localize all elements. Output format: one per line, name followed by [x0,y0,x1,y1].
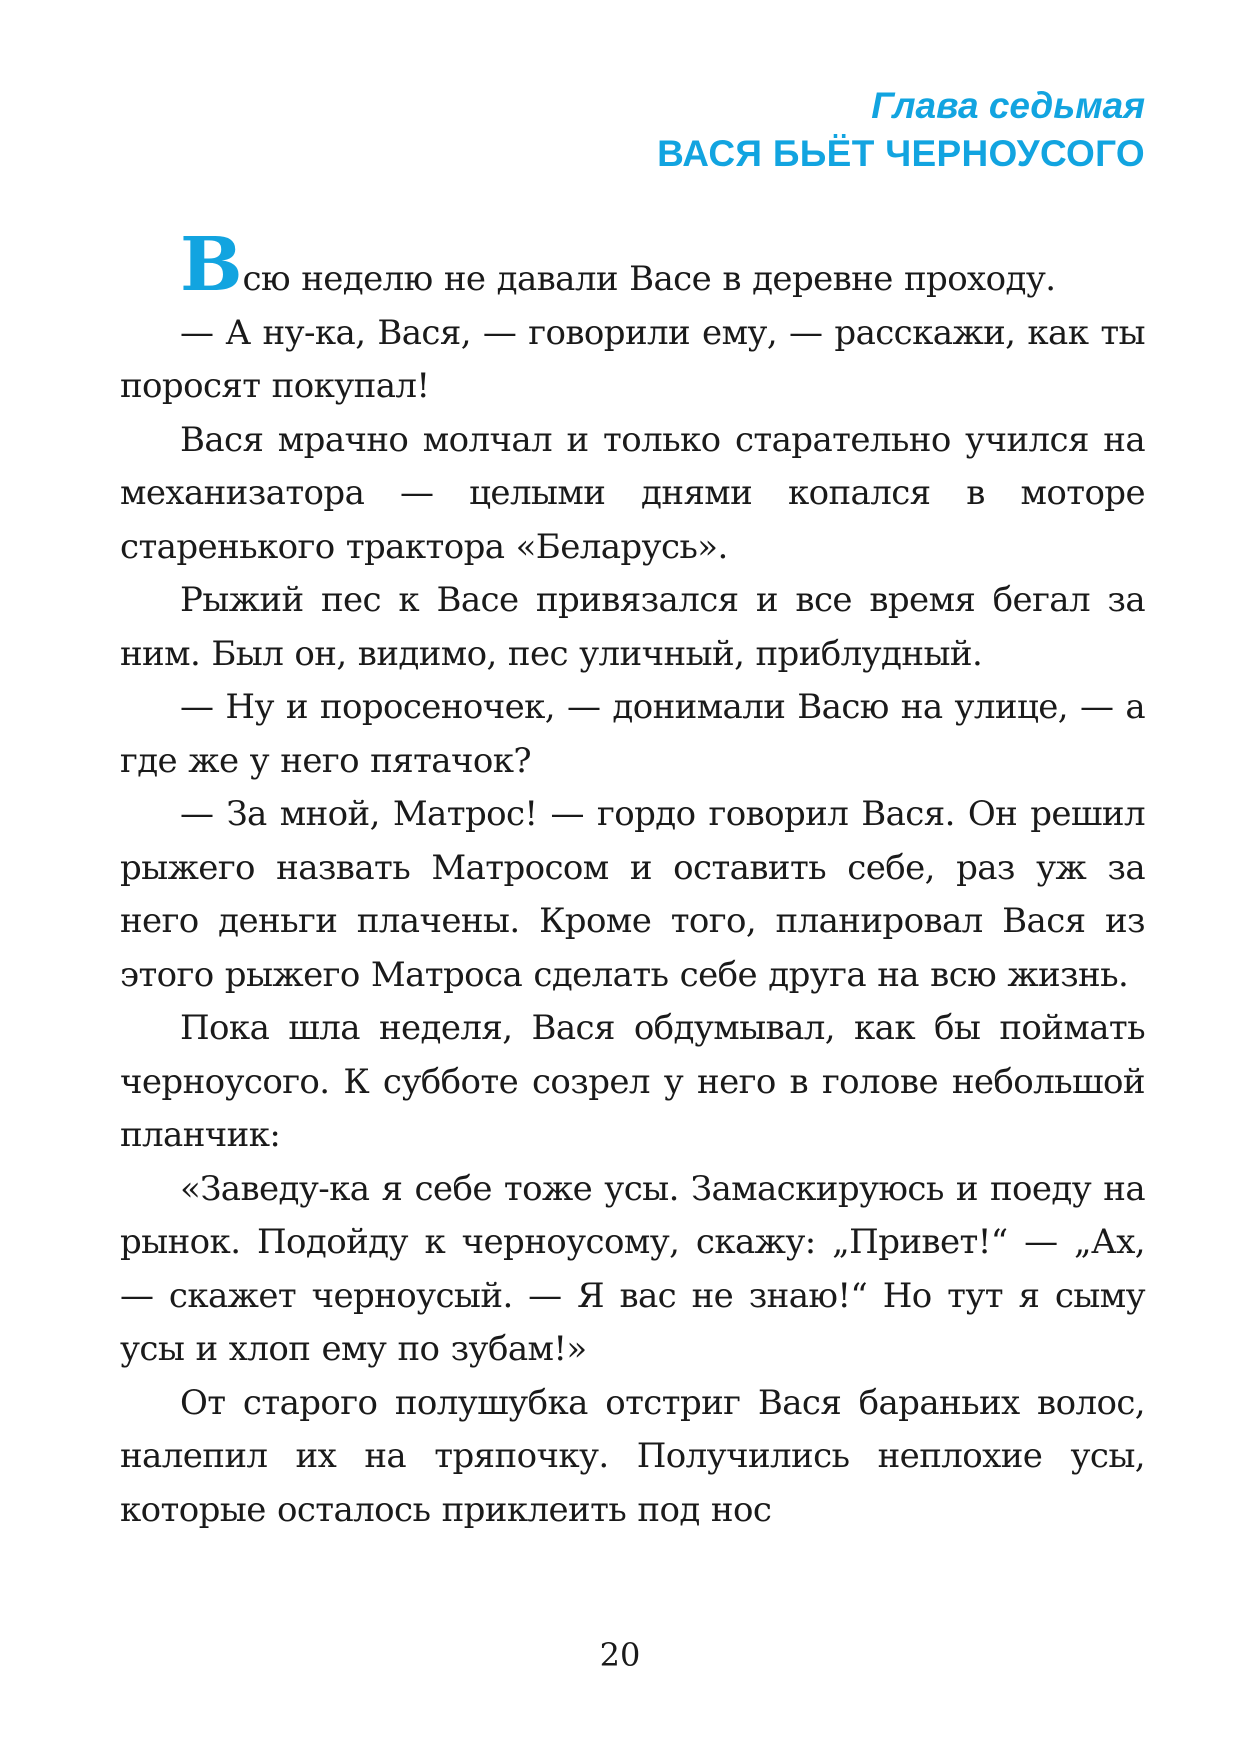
paragraph-9: От старого полушубка отстриг Вася бараньих волос, налепил их на тряпочку. Получились неплохие усы, которые осталось приклеить под нос [120,1382,1145,1530]
paragraph-8: «Заведу-ка я себе тоже усы. Замаскируюсь и поеду на рынок. Подойду к черноусому, скажу: „Привет!“ — „Ах, — скажет черноусый. — Я вас не знаю!“ Но тут я сыму усы и хлоп ему по зубам!» [120,1168,1145,1369]
paragraph-3: Вася мрачно молчал и только старательно учился на механизатора — целыми днями копался в моторе старенького трактора «Беларусь». [120,419,1145,567]
paragraph-1 [120,222,1145,308]
chapter-label: Глава седьмая [871,85,1145,126]
body-text [120,222,1145,1537]
paragraph-4: Рыжий пес к Васе привязался и все время бегал за ним. Был он, видимо, пес уличный, приблудный. [120,580,1145,674]
chapter-title: ВАСЯ БЬЁТ ЧЕРНОУСОГО [657,133,1145,174]
paragraph-5: — Ну и поросеночек, — донимали Васю на улице, — а где же у него пятачок? [120,687,1145,781]
drop-cap: В [180,222,243,308]
paragraph-6: — За мной, Матрос! — гордо говорил Вася. Он решил рыжего назвать Матросом и оставить себе, раз уж за него деньги плачены. Кроме того, планировал Вася из этого рыжего Матроса сделать себе друга на всю жизнь. [120,794,1145,995]
paragraph-7: Пока шла неделя, Вася обдумывал, как бы поймать черноусого. К субботе созрел у него в голове небольшой планчик: [120,1008,1145,1155]
paragraph-2: — А ну-ка, Вася, — говорили ему, — расскажи, как ты поросят покупал! [120,312,1145,406]
paragraph-1-text: сю неделю не давали Васе в деревне проходу. [242,259,1056,299]
page-number: 20 [599,1636,641,1674]
chapter-header [345,82,1145,178]
